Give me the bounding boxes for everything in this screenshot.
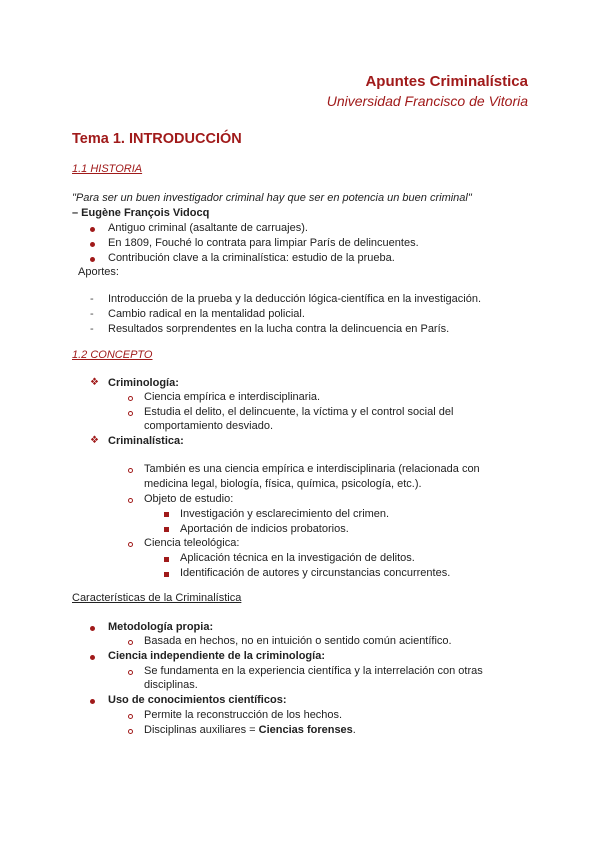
list-item: Estudia el delito, el delincuente, la víctima y el control social del (144, 406, 454, 418)
list-item-continuation: comportamiento desviado. (144, 420, 274, 432)
circle-bullet-icon (128, 396, 133, 401)
list-item: Resultados sorprendentes en la lucha contra la delincuencia en París. (108, 323, 450, 335)
circle-bullet-icon (128, 542, 133, 547)
bullet-icon (90, 655, 95, 660)
list-item-emphasis: Ciencias forenses (258, 724, 353, 736)
dash-icon: - (90, 323, 94, 335)
list-item: Permite la reconstrucción de los hechos. (144, 709, 343, 721)
list-item-continuation: medicina legal, biología, física, química, psicología, etc.). (144, 478, 422, 490)
list-item-text: . (352, 724, 356, 736)
list-item: También es una ciencia empírica e interdisciplinaria (relacionada con (144, 463, 480, 475)
aportes-label: Aportes: (78, 266, 119, 278)
section-heading-caracteristicas: Características de la Criminalística (72, 592, 242, 604)
list-item: En 1809, Fouché lo contrata para limpiar París de delincuentes. (108, 237, 419, 249)
bullet-icon (90, 242, 95, 247)
list-item-text: Disciplinas auxiliares = (144, 724, 259, 736)
list-item: Cambio radical en la mentalidad policial. (108, 308, 305, 320)
list-item: Uso de conocimientos científicos: (108, 694, 287, 706)
circle-bullet-icon (128, 411, 133, 416)
bullet-icon (90, 626, 95, 631)
bullet-icon (90, 227, 95, 232)
dash-icon: - (90, 293, 94, 305)
list-item: Identificación de autores y circunstancias concurrentes. (180, 567, 451, 579)
circle-bullet-icon (128, 640, 133, 645)
list-item: Objeto de estudio: (144, 493, 234, 505)
bullet-icon (90, 699, 95, 704)
list-item: Se fundamenta en la experiencia científica y la interrelación con otras (144, 665, 483, 677)
bullet-icon (90, 257, 95, 262)
square-bullet-icon (164, 512, 169, 517)
circle-bullet-icon (128, 498, 133, 503)
header-subtitle: Universidad Francisco de Vitoria (326, 93, 528, 109)
quote: "Para ser un buen investigador criminal hay que ser en potencia un buen criminal" (72, 192, 472, 204)
list-item: Aplicación técnica en la investigación de delitos. (180, 552, 415, 564)
list-item: Basada en hechos, no en intuición o sentido común acientífico. (144, 635, 452, 647)
diamond-bullet-icon: ❖ (90, 435, 99, 446)
square-bullet-icon (164, 527, 169, 532)
square-bullet-icon (164, 572, 169, 577)
list-item-continuation: disciplinas. (144, 679, 198, 691)
list-item: Metodología propia: (108, 621, 214, 633)
square-bullet-icon (164, 557, 169, 562)
list-item: Ciencia independiente de la criminología: (108, 650, 325, 662)
circle-bullet-icon (128, 729, 133, 734)
list-item: Ciencia empírica e interdisciplinaria. (144, 391, 321, 403)
list-item: Investigación y esclarecimiento del crimen. (180, 508, 390, 520)
tema-title: Tema 1. INTRODUCCIÓN (72, 131, 242, 147)
list-item: Contribución clave a la criminalística: estudio de la prueba. (108, 252, 395, 264)
circle-bullet-icon (128, 670, 133, 675)
criminalistica-label: Criminalística: (108, 435, 184, 447)
header-title: Apuntes Criminalística (365, 73, 528, 90)
diamond-bullet-icon: ❖ (90, 377, 99, 388)
list-item: Ciencia teleológica: (144, 537, 240, 549)
section-heading-concepto: 1.2 CONCEPTO (72, 349, 153, 361)
dash-icon: - (90, 308, 94, 320)
section-heading-historia: 1.1 HISTORIA (72, 163, 143, 175)
quote-author: – Eugène François Vidocq (72, 207, 210, 219)
criminologia-label: Criminología: (108, 377, 179, 389)
list-item: Antiguo criminal (asaltante de carruajes). (108, 222, 308, 234)
list-item: Aportación de indicios probatorios. (180, 523, 349, 535)
circle-bullet-icon (128, 714, 133, 719)
list-item: Introducción de la prueba y la deducción lógica-científica en la investigación. (108, 293, 482, 305)
list-item (144, 723, 356, 737)
circle-bullet-icon (128, 468, 133, 473)
